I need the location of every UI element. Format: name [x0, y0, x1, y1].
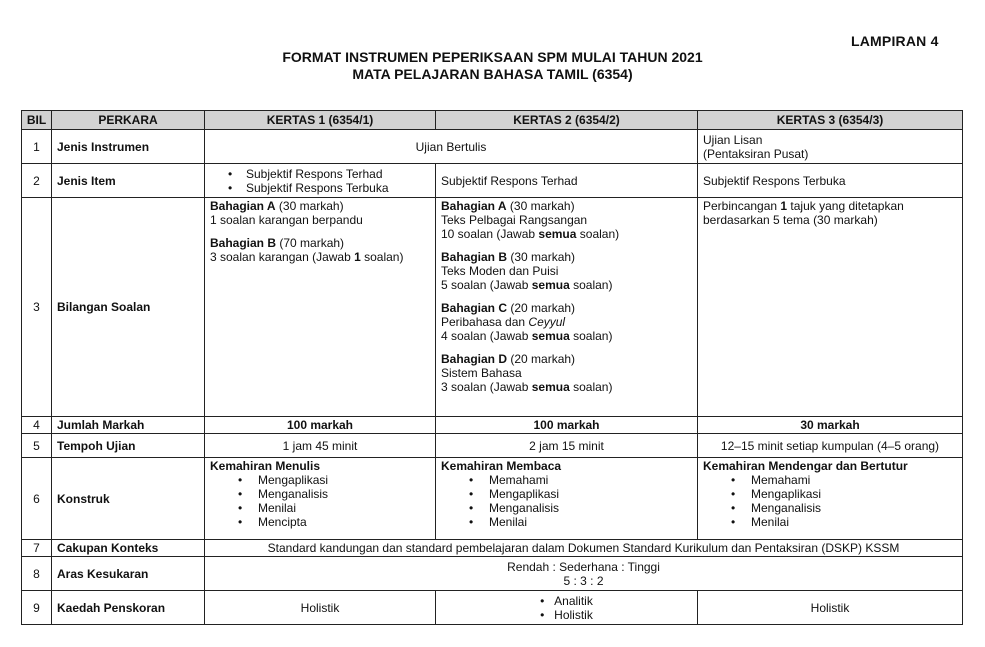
table-row	[22, 557, 963, 591]
cell-kertas-2: 2 jam 15 minit	[436, 434, 698, 458]
table-row	[22, 164, 963, 198]
section-title: Bahagian B	[441, 250, 508, 264]
section-title: Bahagian A	[441, 199, 507, 213]
row-label: Konstruk	[52, 458, 205, 540]
cell-kertas-3	[698, 198, 963, 417]
list-item: • Subjektif Respons Terhad	[210, 167, 430, 181]
cell-kertas-2	[436, 198, 698, 417]
cell-kertas-1	[205, 458, 436, 540]
cell-kertas-3: 30 markah	[698, 417, 963, 434]
construct-heading: Kemahiran Mendengar dan Bertutur	[703, 459, 908, 473]
text-line	[441, 227, 692, 241]
text-fragment: soalan)	[569, 278, 613, 292]
bullet-list	[441, 473, 692, 529]
header-kertas-2: KERTAS 2 (6354/2)	[436, 111, 698, 130]
cell-kertas-2	[436, 458, 698, 540]
table-row	[22, 458, 963, 540]
row-number: 4	[22, 417, 52, 434]
cell-kertas-1	[205, 198, 436, 417]
difficulty-ratio: 5 : 3 : 2	[563, 573, 604, 588]
section-heading	[210, 236, 430, 250]
construct-heading: Kemahiran Membaca	[441, 459, 562, 473]
text-fragment: 5 soalan (Jawab	[441, 278, 532, 292]
cell-kertas-2: Subjektif Respons Terhad	[436, 164, 698, 198]
row-number: 2	[22, 164, 52, 198]
text-line	[441, 315, 692, 329]
text-fragment: soalan)	[360, 250, 404, 264]
exam-format-table	[21, 110, 963, 625]
text-line	[441, 380, 692, 394]
list-item: • Mengaplikasi	[441, 487, 692, 501]
section-heading	[441, 250, 692, 264]
section-block	[210, 199, 430, 227]
table-header-row	[22, 111, 963, 130]
cell-all-papers	[205, 557, 963, 591]
text-line: (Pentaksiran Pusat)	[703, 146, 809, 161]
row-label: Aras Kesukaran	[52, 557, 205, 591]
construct-heading: Kemahiran Menulis	[210, 459, 321, 473]
text-fragment: Perbincangan	[703, 199, 781, 213]
bullet-list	[540, 594, 593, 622]
cell-kertas-3: Holistik	[698, 591, 963, 625]
section-heading	[441, 199, 692, 213]
text-emphasis: semua	[538, 227, 577, 241]
text-fragment: soalan)	[569, 380, 613, 394]
table-row	[22, 434, 963, 458]
bullet-list	[703, 473, 957, 529]
text-emphasis: 1	[780, 199, 788, 213]
list-item: • Mengaplikasi	[210, 473, 430, 487]
text-line: berdasarkan 5 tema (30 markah)	[703, 213, 878, 227]
section-block	[441, 301, 692, 343]
header-perkara: PERKARA	[52, 111, 205, 130]
cell-kertas-1-2: Ujian Bertulis	[205, 130, 698, 164]
row-label: Jumlah Markah	[52, 417, 205, 434]
text-line: Teks Pelbagai Rangsangan	[441, 213, 588, 227]
list-item: • Memahami	[703, 473, 957, 487]
cell-kertas-2: 100 markah	[436, 417, 698, 434]
text-fragment: Peribahasa dan	[441, 315, 529, 329]
difficulty-labels: Rendah : Sederhana : Tinggi	[507, 559, 660, 574]
row-number: 1	[22, 130, 52, 164]
row-label: Bilangan Soalan	[52, 198, 205, 417]
section-marks: (30 markah)	[506, 199, 575, 213]
text-fragment: soalan)	[569, 329, 613, 343]
text-emphasis: semua	[531, 380, 570, 394]
text-line: Teks Moden dan Puisi	[441, 264, 559, 278]
cell-kertas-1: Holistik	[205, 591, 436, 625]
row-number: 5	[22, 434, 52, 458]
table-row	[22, 540, 963, 557]
section-marks: (30 markah)	[507, 250, 576, 264]
cell-kertas-3: Subjektif Respons Terbuka	[698, 164, 963, 198]
cell-kertas-3	[698, 130, 963, 164]
text-line	[441, 278, 692, 292]
title-line-2: MATA PELAJARAN BAHASA TAMIL (6354)	[352, 66, 633, 82]
text-line	[441, 329, 692, 343]
section-marks: (20 markah)	[507, 301, 576, 315]
document-title	[0, 49, 985, 83]
cell-kertas-2	[436, 591, 698, 625]
row-number: 6	[22, 458, 52, 540]
list-item: • Analitik	[540, 594, 593, 608]
cell-kertas-3	[698, 458, 963, 540]
cell-kertas-1	[205, 164, 436, 198]
text-fragment: 10 soalan (Jawab	[441, 227, 539, 241]
section-heading	[441, 301, 692, 315]
row-number: 3	[22, 198, 52, 417]
cell-all-papers: Standard kandungan dan standard pembelajaran dalam Dokumen Standard Kurikulum dan Pentaksiran (DSKP) KSSM	[205, 540, 963, 557]
text-fragment: 3 soalan karangan (Jawab	[210, 250, 355, 264]
text-line: 1 soalan karangan berpandu	[210, 213, 363, 227]
list-item: • Memahami	[441, 473, 692, 487]
section-block	[441, 250, 692, 292]
cell-kertas-1: 100 markah	[205, 417, 436, 434]
section-title: Bahagian C	[441, 301, 508, 315]
table-row	[22, 417, 963, 434]
row-number: 9	[22, 591, 52, 625]
section-title: Bahagian D	[441, 352, 508, 366]
section-block	[441, 199, 692, 241]
header-kertas-3: KERTAS 3 (6354/3)	[698, 111, 963, 130]
text-line: Ujian Lisan	[703, 132, 763, 147]
list-item: • Holistik	[540, 608, 593, 622]
list-item: • Menilai	[703, 515, 957, 529]
text-emphasis: semua	[531, 278, 570, 292]
row-number: 8	[22, 557, 52, 591]
header-bil: BIL	[22, 111, 52, 130]
list-item: • Mengaplikasi	[703, 487, 957, 501]
cell-kertas-1: 1 jam 45 minit	[205, 434, 436, 458]
bullet-list	[210, 473, 430, 529]
section-marks: (30 markah)	[275, 199, 344, 213]
appendix-label: LAMPIRAN 4	[851, 33, 939, 49]
list-item: • Menilai	[210, 501, 430, 515]
section-heading	[441, 352, 692, 366]
row-label: Kaedah Penskoran	[52, 591, 205, 625]
list-item: • Menganalisis	[441, 501, 692, 515]
section-title: Bahagian A	[210, 199, 276, 213]
section-block	[441, 352, 692, 394]
text-emphasis: semua	[531, 329, 570, 343]
header-kertas-1: KERTAS 1 (6354/1)	[205, 111, 436, 130]
text-fragment: tajuk yang ditetapkan	[787, 199, 904, 213]
text-emphasis: 1	[354, 250, 361, 264]
text-line	[703, 199, 957, 213]
section-block	[210, 236, 430, 264]
section-marks: (20 markah)	[507, 352, 576, 366]
list-item: • Menilai	[441, 515, 692, 529]
section-marks: (70 markah)	[276, 236, 345, 250]
text-italic: Ceyyul	[528, 315, 566, 329]
row-label: Cakupan Konteks	[52, 540, 205, 557]
text-fragment: 3 soalan (Jawab	[441, 380, 532, 394]
title-line-1: FORMAT INSTRUMEN PEPERIKSAAN SPM MULAI TAHUN 2021	[282, 49, 703, 65]
text-line: Sistem Bahasa	[441, 366, 522, 380]
list-item: • Menganalisis	[210, 487, 430, 501]
row-label: Jenis Item	[52, 164, 205, 198]
table-row	[22, 130, 963, 164]
table-row	[22, 591, 963, 625]
cell-kertas-3: 12–15 minit setiap kumpulan (4–5 orang)	[698, 434, 963, 458]
list-item: • Mencipta	[210, 515, 430, 529]
section-title: Bahagian B	[210, 236, 277, 250]
table-row	[22, 198, 963, 417]
text-fragment: 4 soalan (Jawab	[441, 329, 532, 343]
list-item: • Menganalisis	[703, 501, 957, 515]
section-heading	[210, 199, 430, 213]
list-item: • Subjektif Respons Terbuka	[210, 181, 430, 195]
text-fragment: soalan)	[576, 227, 620, 241]
row-number: 7	[22, 540, 52, 557]
row-label: Jenis Instrumen	[52, 130, 205, 164]
bullet-list	[210, 167, 430, 195]
text-line	[210, 250, 430, 264]
row-label: Tempoh Ujian	[52, 434, 205, 458]
